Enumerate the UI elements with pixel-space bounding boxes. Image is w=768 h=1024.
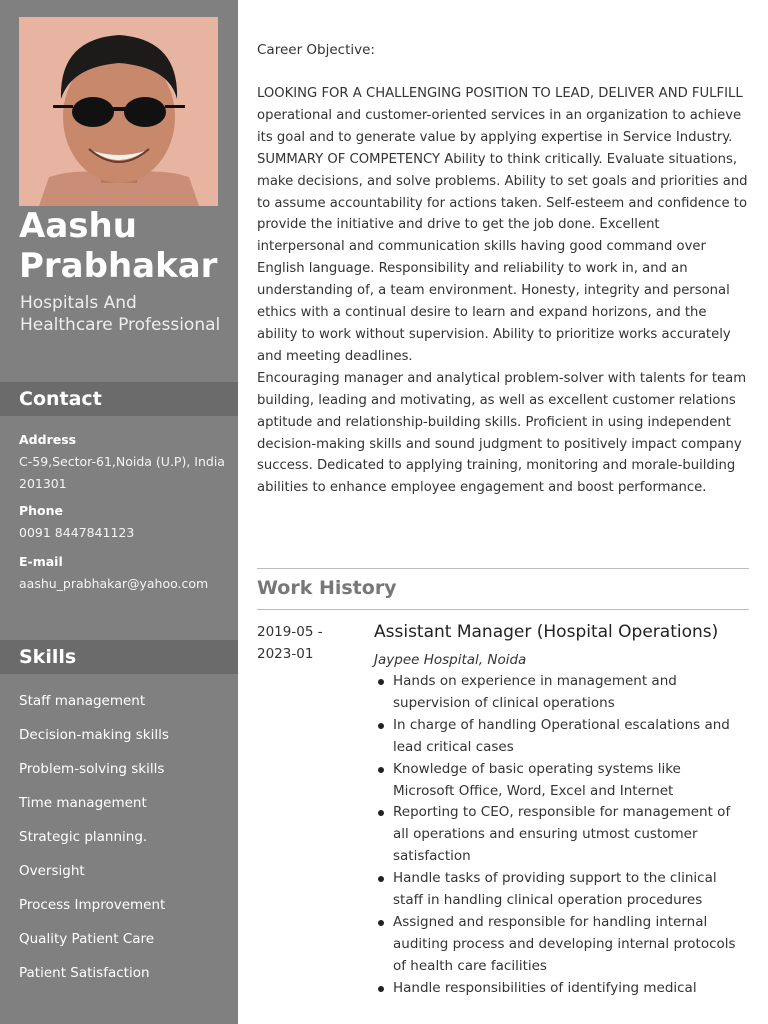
job-start-date: 2019-05 - (257, 624, 323, 640)
objective-paragraph-2: Encouraging manager and analytical problem-solver with talents for team building, leading and motivating, as well as excellent customer relations aptitude and relationship-building skills. Proficient in using independent decision-making skills and sound judgment to positively impact company success. Dedicated to applying training, monitoring and morale-building abilities to enhance employee engagement and boost performance. (257, 370, 747, 496)
candidate-name (19, 206, 234, 286)
skill-item: Staff management (19, 693, 146, 709)
email-value: aashu_prabhakar@yahoo.com (19, 576, 209, 591)
skills-list (19, 684, 231, 990)
job-duties-list (374, 671, 744, 1000)
work-history-header (257, 568, 749, 610)
objective-paragraph-1: LOOKING FOR A CHALLENGING POSITION TO LEAD, DELIVER AND FULFILL operational and customer-oriented services in an organization to achieve its goal and to generate value by applying expertise in Service Industry. SUMMARY OF COMPETENCY Ability to think critically. Evaluate situations, make decisions, and solve problems. Ability to set goals and priorities and to assume accountability for actions taken. Self-esteem and confidence to provide the initiative and drive to get the job done. Excellent interpersonal and communication skills having good command over English language. Responsibility and reliability to work in, and an understanding of, a team environment. Honesty, integrity and personal ethics with a continual desire to learn and expand horizons, and the ability to work without supervision. Ability to prioritize works accurately and meeting deadlines. (257, 86, 748, 364)
career-objective-text (257, 83, 749, 499)
address-value: C-59,Sector-61,Noida (U.P), India 201301 (19, 454, 225, 491)
skill-item: Quality Patient Care (19, 931, 155, 947)
skill-item: Oversight (19, 863, 85, 879)
job-dates (257, 622, 357, 665)
work-history-heading: Work History (257, 577, 397, 599)
address-label: Address (19, 432, 77, 447)
contact-section-header (0, 382, 238, 416)
job-title: Assistant Manager (Hospital Operations) (374, 622, 719, 642)
contact-heading: Contact (19, 388, 102, 410)
job-duty-item: Hands on experience in management and supervision of clinical operations (374, 671, 744, 715)
skills-heading: Skills (19, 646, 77, 668)
skills-section-header (0, 640, 238, 674)
phone-block (19, 500, 231, 544)
job-duty-item: Handle tasks of providing support to the clinical staff in handling clinical operation procedures (374, 868, 744, 912)
email-block (19, 551, 231, 595)
job-duty-item: Assigned and responsible for handling internal auditing process and developing internal protocols of health care facilities (374, 912, 744, 978)
career-objective-heading: Career Objective: (257, 42, 375, 58)
email-label: E-mail (19, 554, 63, 569)
address-block (19, 429, 231, 495)
job-duty-item: Handle responsibilities of identifying medical (374, 978, 744, 1000)
skill-item: Strategic planning. (19, 829, 148, 845)
skill-item: Decision-making skills (19, 727, 169, 743)
skill-item: Patient Satisfaction (19, 965, 150, 981)
job-duty-item: In charge of handling Operational escalations and lead critical cases (374, 715, 744, 759)
job-duty-item: Reporting to CEO, responsible for management of all operations and ensuring utmost customer satisfaction (374, 802, 744, 868)
sidebar (0, 0, 238, 1024)
profile-photo (19, 17, 218, 206)
first-name: Aashu (19, 206, 137, 246)
skill-item: Process Improvement (19, 897, 166, 913)
phone-value: 0091 8447841123 (19, 525, 135, 540)
phone-label: Phone (19, 503, 64, 518)
last-name: Prabhakar (19, 246, 218, 286)
skill-item: Time management (19, 795, 147, 811)
job-company: Jaypee Hospital, Noida (374, 652, 527, 668)
job-end-date: 2023-01 (257, 645, 314, 662)
job-duty-item: Knowledge of basic operating systems like Microsoft Office, Word, Excel and Internet (374, 759, 744, 803)
professional-title: Hospitals And Healthcare Professional (20, 293, 221, 335)
skill-item: Problem-solving skills (19, 761, 165, 777)
